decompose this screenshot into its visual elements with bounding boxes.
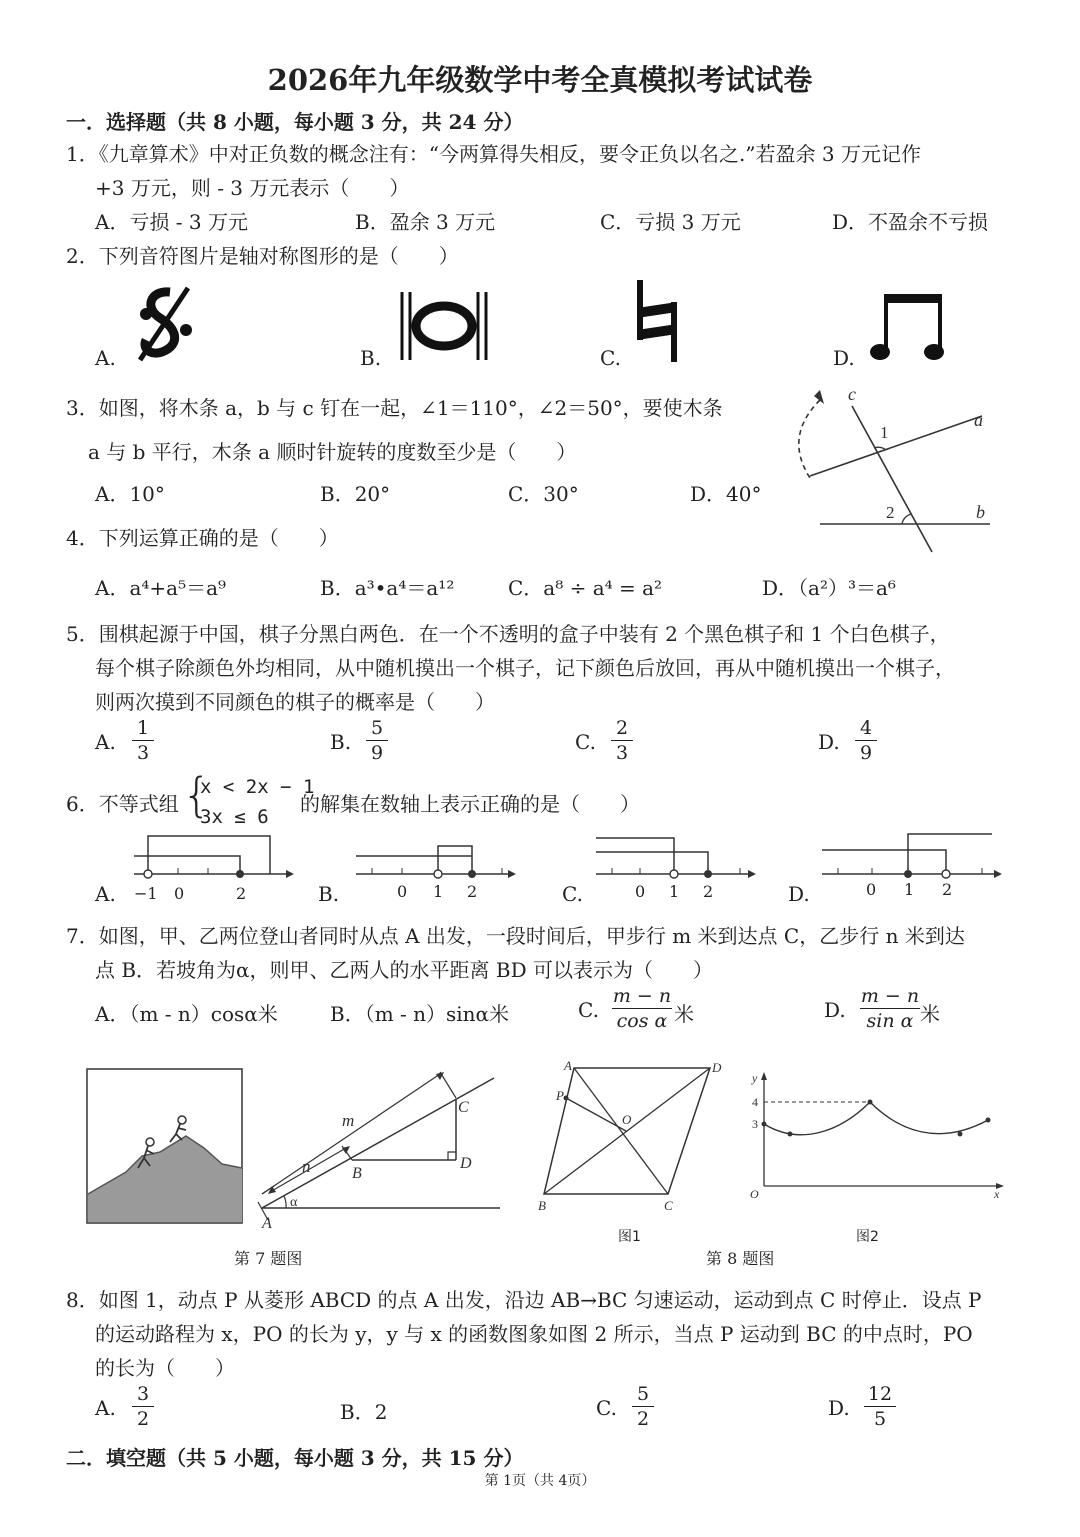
fig8-label-b: B <box>538 1198 546 1213</box>
question-4-option-a[interactable]: A．a⁴+a⁵＝a⁹ <box>95 576 227 600</box>
section-heading-fill-in: 二．填空题（共 5 小题，每小题 3 分，共 15 分） <box>66 1446 524 1470</box>
question-3-option-b[interactable]: B．20° <box>320 482 391 506</box>
question-5-fraction-c: $\frac{2}{3}$ <box>611 716 633 765</box>
number-line-b-tick-2: 1 <box>433 882 444 901</box>
question-1-stem-line2: +3 万元，则 - 3 万元表示（ ） <box>95 176 410 200</box>
question-7-option-c[interactable]: C. <box>578 998 599 1022</box>
question-7-fraction-d: $\frac{m - n}{\text{sin α}}$ <box>860 985 920 1032</box>
fig7-label-n: n <box>302 1157 311 1176</box>
eighth-notes-icon <box>870 292 946 364</box>
fig7-label-c: C <box>458 1099 469 1116</box>
section-heading-choice: 一．选择题（共 8 小题，每小题 3 分，共 24 分） <box>66 110 524 134</box>
question-7-unit-d: 米 <box>920 1002 940 1026</box>
fig7-label-b: B <box>352 1165 362 1182</box>
question-8-stem-line2: 的运动路程为 x，PO 的长为 y，y 与 x 的函数图象如图 2 所示，当点 P 运动到 BC 的中点时，PO <box>95 1322 973 1346</box>
question-2-stem: 2．下列音符图片是轴对称图形的是（ ） <box>66 244 459 268</box>
number-line-a-tick-2: 0 <box>174 884 185 903</box>
question-6-option-a[interactable]: A. <box>95 882 116 906</box>
question-7-figure-caption: 第 7 题图 <box>234 1249 303 1268</box>
question-8-option-b[interactable]: B．2 <box>340 1400 388 1424</box>
question-5-stem-line1: 5．围棋起源于中国，棋子分黑白两色．在一个不透明的盒子中装有 2 个黑色棋子和 1 个白色棋子， <box>66 622 950 646</box>
question-8-stem-line3: 的长为（ ） <box>95 1356 235 1380</box>
segno-icon <box>130 284 200 364</box>
question-5-option-c[interactable]: C. <box>575 730 596 754</box>
question-4-option-c[interactable]: C．a⁸ ÷ a⁴ = a² <box>508 576 663 600</box>
question-7-option-b[interactable]: B．（m - n）sinα米 <box>330 1002 510 1026</box>
number-line-c-tick-1: 0 <box>635 882 646 901</box>
question-2-option-b[interactable]: B. <box>360 346 382 370</box>
function-graph-caption: 图2 <box>856 1229 879 1245</box>
fig3-label-c: c <box>848 384 856 404</box>
question-1-stem-line1: 1．《九章算术》中对正负数的概念注有：“今两算得失相反，要令正负以名之.”若盈余 3 万元记作 <box>66 142 921 166</box>
fig3-angle-1: 1 <box>880 423 889 442</box>
number-line-a-tick-3: 2 <box>236 884 247 903</box>
question-2-option-d[interactable]: D. <box>833 346 855 370</box>
question-8-figure-caption: 第 8 题图 <box>706 1249 775 1268</box>
question-6-option-c[interactable]: C. <box>562 882 583 906</box>
number-line-c-tick-2: 1 <box>669 882 680 901</box>
fig8-graph-label-o: O <box>750 1187 759 1201</box>
rhombus-figure-caption: 图1 <box>618 1229 641 1245</box>
question-5-fraction-b: $\frac{5}{9}$ <box>366 716 388 765</box>
page-footer: 第 1页（共 4页） <box>484 1473 596 1489</box>
fig8-label-c: C <box>664 1198 673 1213</box>
question-6-option-b[interactable]: B. <box>318 882 340 906</box>
question-3-option-c[interactable]: C．30° <box>508 482 579 506</box>
brace-icon: { <box>182 768 212 822</box>
fig7-label-d: D <box>460 1155 472 1172</box>
number-line-b-tick-3: 2 <box>467 882 478 901</box>
number-line-d-tick-3: 2 <box>942 880 953 899</box>
number-line-d-tick-2: 1 <box>904 880 915 899</box>
question-1-option-c[interactable]: C．亏损 3 万元 <box>600 210 741 234</box>
question-7-option-a[interactable]: A．（m - n）cosα米 <box>95 1002 278 1026</box>
fig8-label-d: D <box>712 1060 722 1075</box>
question-6-inequality-2: 3x ≤ 6 <box>200 806 269 828</box>
question-5-stem-line2: 每个棋子除颜色外均相同，从中随机摸出一个棋子，记下颜色后放回，再从中随机摸出一个棋子， <box>95 656 955 680</box>
question-1-option-a[interactable]: A．亏损 - 3 万元 <box>95 210 248 234</box>
question-5-stem-line3: 则两次摸到不同颜色的棋子的概率是（ ） <box>95 690 495 714</box>
number-line-a-tick-1: −1 <box>134 884 158 903</box>
question-2-option-c[interactable]: C. <box>600 346 621 370</box>
question-7-stem-line2: 点 B．若坡角为α，则甲、乙两人的水平距离 BD 可以表示为（ ） <box>95 958 714 982</box>
fig7-label-alpha: α <box>290 1195 298 1210</box>
fig3-angle-2: 2 <box>886 503 895 522</box>
question-3-option-d[interactable]: D．40° <box>690 482 762 506</box>
question-5-fraction-a: $\frac{1}{3}$ <box>132 716 154 765</box>
fig8-graph-tick-3: 3 <box>752 1117 758 1131</box>
question-7-option-d[interactable]: D. <box>824 998 846 1022</box>
question-8-option-d[interactable]: D. <box>828 1396 850 1420</box>
function-graph-figure <box>740 1068 1010 1208</box>
fig8-label-a: A <box>564 1058 572 1073</box>
question-4-option-b[interactable]: B．a³•a⁴＝a¹² <box>320 576 455 600</box>
question-1-option-b[interactable]: B．盈余 3 万元 <box>355 210 496 234</box>
question-6-stem-prefix: 6．不等式组 <box>66 792 179 816</box>
question-6-inequality-1: x < 2x − 1 <box>200 776 315 798</box>
mountain-climbers-illustration <box>86 1068 244 1224</box>
fig7-label-m: m <box>342 1111 355 1130</box>
question-3-figure <box>790 380 1010 555</box>
question-4-option-d[interactable]: D．（a²）³＝a⁶ <box>762 576 896 600</box>
question-8-fraction-a: $\frac{3}{2}$ <box>132 1382 154 1431</box>
question-5-option-d[interactable]: D. <box>818 730 840 754</box>
number-line-b-tick-1: 0 <box>397 882 408 901</box>
question-8-fraction-d: $\frac{12}{5}$ <box>864 1382 896 1431</box>
whole-note-icon <box>398 290 490 362</box>
question-5-fraction-d: $\frac{4}{9}$ <box>855 716 877 765</box>
question-7-unit-c: 米 <box>674 1002 694 1026</box>
question-7-stem-line1: 7．如图，甲、乙两位登山者同时从点 A 出发，一段时间后，甲步行 m 米到达点 C，乙步行 n 米到达 <box>66 924 965 948</box>
fig8-graph-label-y: y <box>752 1071 758 1085</box>
question-7-slope-figure <box>252 1064 502 1234</box>
fig7-label-a: A <box>262 1215 272 1232</box>
fig3-label-b: b <box>976 502 985 522</box>
fig8-graph-label-x: x <box>994 1187 1000 1201</box>
question-3-stem-line1: 3．如图，将木条 a，b 与 c 钉在一起，∠1＝110°，∠2＝50°，要使木条 <box>66 396 723 420</box>
number-line-d-tick-1: 0 <box>866 880 877 899</box>
question-8-stem-line1: 8．如图 1，动点 P 从菱形 ABCD 的点 A 出发，沿边 AB→BC 匀速运动，运动到点 C 时停止．设点 P <box>66 1288 982 1312</box>
question-7-fraction-c: $\frac{m - n}{\text{cos α}}$ <box>612 985 672 1032</box>
question-5-option-a[interactable]: A. <box>95 730 116 754</box>
question-8-fraction-c: $\frac{5}{2}$ <box>632 1382 654 1431</box>
question-3-stem-line2: a 与 b 平行，木条 a 顺时针旋转的度数至少是（ ） <box>88 440 577 464</box>
natural-sign-icon <box>632 280 682 364</box>
question-2-option-a[interactable]: A. <box>95 346 116 370</box>
fig8-label-p: P <box>556 1088 564 1103</box>
fig8-graph-tick-4: 4 <box>752 1095 758 1109</box>
question-3-option-a[interactable]: A．10° <box>95 482 165 506</box>
rhombus-figure <box>534 1058 734 1218</box>
question-1-option-d[interactable]: D．不盈余不亏损 <box>832 210 989 234</box>
question-6-option-d[interactable]: D. <box>788 882 810 906</box>
question-8-option-c[interactable]: C. <box>596 1396 617 1420</box>
fig8-label-o: O <box>622 1112 632 1127</box>
fig3-label-a: a <box>974 410 983 430</box>
number-line-c-tick-3: 2 <box>703 882 714 901</box>
question-5-option-b[interactable]: B. <box>330 730 352 754</box>
question-4-stem: 4．下列运算正确的是（ ） <box>66 526 339 550</box>
page-title: 2026年九年级数学中考全真模拟考试试卷 <box>267 63 813 97</box>
question-8-option-a[interactable]: A. <box>95 1396 116 1420</box>
question-6-stem-suffix: 的解集在数轴上表示正确的是（ ） <box>300 792 640 816</box>
